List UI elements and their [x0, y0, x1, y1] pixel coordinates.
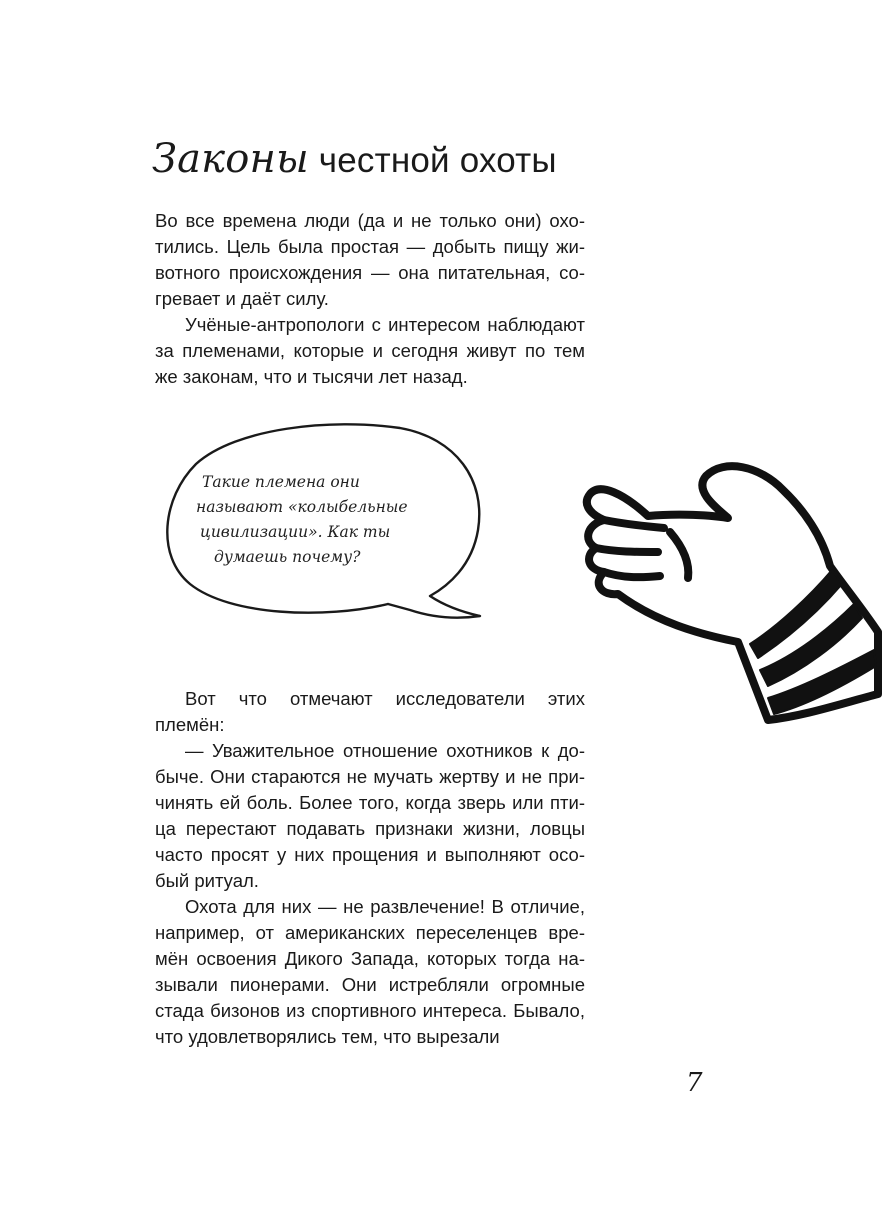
- title-regular-part: честной охоты: [308, 141, 557, 180]
- body-paragraph-2: — Уважительное отношение охотников к добыче. Они стараются не мучать жертву и не причинять ей боль. Более того, когда зверь или птица перестают подавать признаки жизни, ловцы часто просят у них прощения и выполняют особый ритуал.: [155, 740, 585, 891]
- intro-paragraph-2: Учёные-антропологи с интересом наблюдают за племенами, которые и сегодня живут по тем же законам, что и тысячи лет назад.: [155, 314, 585, 387]
- body-paragraph-1: Вот что отмечают исследователи этих племён:: [155, 688, 585, 735]
- bubble-line-4: думаешь почему?: [214, 548, 361, 566]
- speech-bubble-text: [196, 470, 436, 570]
- bubble-line-1: Такие племена они: [202, 473, 360, 491]
- body-text: [155, 686, 585, 1050]
- page-number: 7: [686, 1068, 703, 1098]
- title-script-part: Законы: [152, 136, 309, 182]
- intro-paragraph-1: Во все времена люди (да и не только они) охотились. Цель была простая — добыть пищу животного происхождения — она питательная, согревает и даёт силу.: [155, 210, 585, 309]
- bubble-line-2: называют «колыбельные: [196, 498, 408, 516]
- bubble-line-3: цивилизации». Как ты: [200, 523, 391, 541]
- body-paragraph-3: Охота для них — не развлечение! В отличие, например, от американских переселенцев времён освоения Дикого Запада, которых тогда называли пионерами. Они истребляли огромные стада бизонов из спортивного интереса. Бывало, что удовлетворялись тем, что вырезали: [155, 896, 585, 1047]
- intro-text: [155, 208, 585, 390]
- glove-hand-icon: [578, 454, 886, 730]
- page-title: [152, 136, 557, 182]
